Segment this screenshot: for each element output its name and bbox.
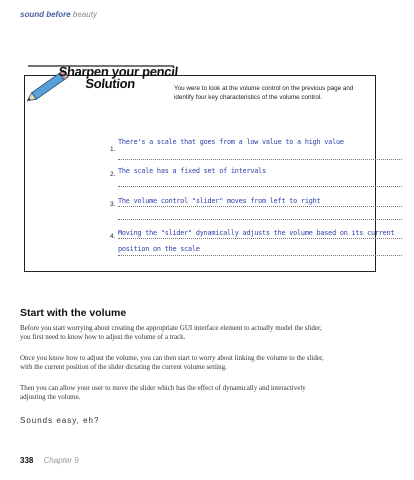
header-part1: sound before xyxy=(20,10,71,19)
answer-text-continued: position on the scale xyxy=(118,245,200,253)
answer-line xyxy=(118,159,402,160)
callout-text: Sounds easy, eh? xyxy=(20,416,100,425)
section-title: Start with the volume xyxy=(20,307,127,319)
answer-text: The volume control "slider" moves from left to right xyxy=(118,197,321,205)
badge-title xyxy=(57,66,179,90)
badge-line1: Sharpen your pencil xyxy=(57,64,179,79)
header-part2: beauty xyxy=(72,10,97,19)
answer-number: 4. xyxy=(110,233,116,240)
answer-number: 2. xyxy=(110,171,116,178)
answer-line xyxy=(118,186,402,187)
answer-text: There's a scale that goes from a low value to a high value xyxy=(118,138,344,146)
page-number: 338 xyxy=(20,456,34,465)
answer-number: 1. xyxy=(110,146,116,153)
chapter-label: Chapter 9 xyxy=(43,456,79,465)
answer-text: Moving the "slider" dynamically adjusts the volume based on its current xyxy=(118,229,395,237)
answer-line xyxy=(118,255,402,256)
body-paragraph: Before you start worrying about creating the appropriate GUI interface element to actually model the slider, you first need to know how to adjust the volume of a track. xyxy=(20,324,322,341)
body-paragraph: Once you know how to adjust the volume, you can then start to worry about linking the volume to the slider, with the current position of the slider dictating the current volume setting. xyxy=(20,354,324,371)
answer-line xyxy=(118,219,402,220)
body-paragraph: Then you can allow your user to move the slider which has the effect of dynamically and interactively adjusting the volume. xyxy=(20,384,306,401)
page-footer xyxy=(20,456,79,465)
answer-line xyxy=(118,206,402,207)
answer-line xyxy=(118,238,402,239)
answer-number: 3. xyxy=(110,201,116,208)
badge-line2: Solution xyxy=(84,76,136,91)
running-header xyxy=(20,10,97,19)
instructions: You were to look at the volume control on the previous page and identify four key characteristics of the volume control. xyxy=(174,85,354,101)
answer-text: The scale has a fixed set of intervals xyxy=(118,167,266,175)
